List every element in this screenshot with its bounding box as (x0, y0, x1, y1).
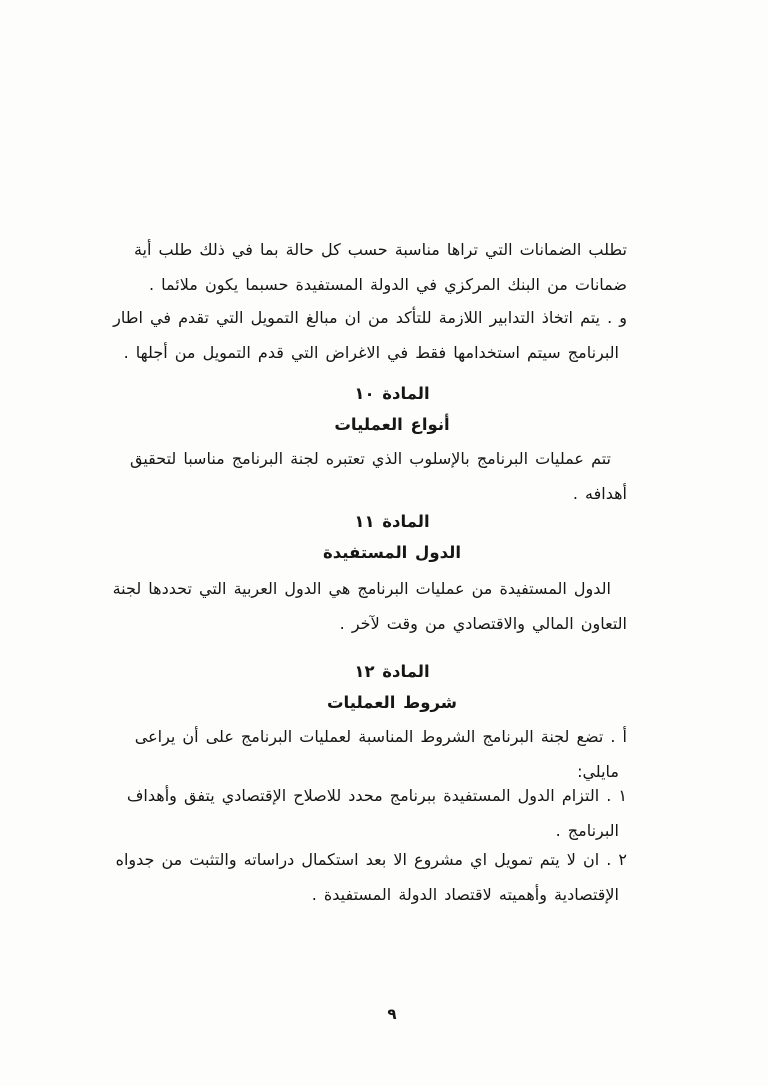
text-line: ٢ . ان لا يتم تمويل اي مشروع الا بعد استكمال دراساته والتثبت من جدواه (115, 850, 627, 869)
text-line: التعاون المالي والاقتصادي من وقت لآخر . (339, 614, 627, 633)
text-line: و . يتم اتخاذ التدابير اللازمة للتأكد من ان مبالغ التمويل التي تقدم في اطار (113, 308, 627, 327)
article-10-paragraph (129, 441, 627, 511)
text-line: الدول المستفيدة من عمليات البرنامج هي الدول العربية التي تحددها لجنة (112, 579, 611, 598)
list-item-waw (113, 300, 627, 370)
article-12-item-1 (126, 778, 627, 848)
text-line: مايلي: (577, 762, 619, 781)
text-line: أ . تضع لجنة البرنامج الشروط المناسبة لعمليات البرنامج على أن يراعى (134, 727, 627, 746)
text-line: ١ . التزام الدول المستفيدة ببرنامج محدد للاصلاح الإقتصادي يتفق وأهداف (126, 786, 627, 805)
text-line: تتم عمليات البرنامج بالإسلوب الذي تعتبره لجنة البرنامج مناسبا لتحقيق (129, 449, 611, 468)
article-10-title: أنواع العمليات (334, 415, 450, 434)
text-line: البرنامج . (555, 821, 619, 840)
text-line: تطلب الضمانات التي تراها مناسبة حسب كل حالة بما في ذلك طلب أية (133, 240, 627, 259)
article-12-number-heading: المادة ١٢ (354, 662, 430, 681)
article-10-number-heading: المادة ١٠ (354, 384, 430, 403)
text-line: أهدافه . (572, 484, 627, 503)
document-text-column (112, 0, 627, 1085)
article-11-paragraph (112, 571, 627, 641)
paragraph-guarantees (133, 232, 627, 302)
article-11-title: الدول المستفيدة (322, 543, 462, 562)
article-12-title: شروط العمليات (326, 693, 458, 712)
text-line: ضمانات من البنك المركزي في الدولة المستفيدة حسبما يكون ملائما . (149, 275, 627, 294)
article-11-number-heading: المادة ١١ (354, 512, 430, 531)
page-number: ٩ (387, 1005, 397, 1023)
article-12-item-2 (115, 842, 627, 912)
text-line: البرنامج سيتم استخدامها فقط في الاغراض التي قدم التمويل من أجلها . (123, 343, 619, 362)
text-line: الإقتصادية وأهميته لاقتصاد الدولة المستفيدة . (311, 885, 619, 904)
